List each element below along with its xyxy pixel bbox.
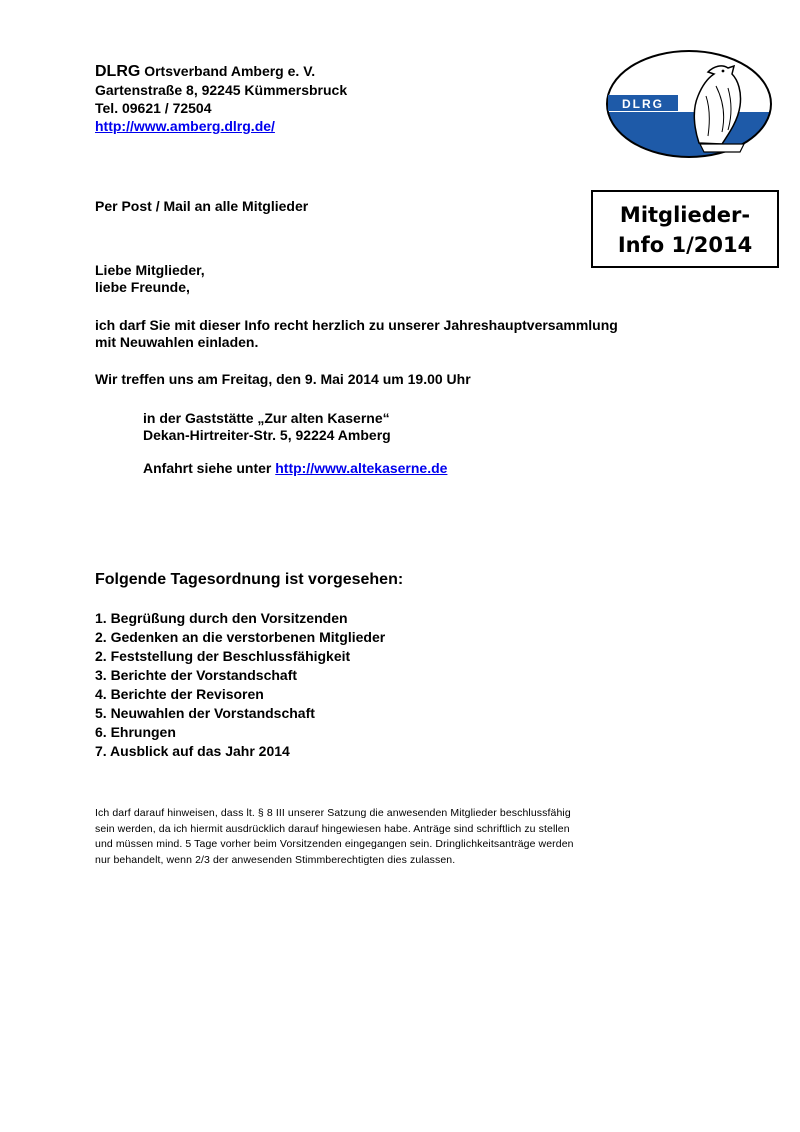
agenda-item: 7. Ausblick auf das Jahr 2014 [95,743,290,759]
note-line: sein werden, da ich hiermit ausdrücklich darauf hingewiesen habe. Anträge sind schriftlich zu stellen [95,822,570,835]
info-box [591,190,779,268]
statute-note [95,806,715,868]
venue [143,410,447,477]
agenda-item: 5. Neuwahlen der Vorstandschaft [95,705,315,721]
venue-name: in der Gaststätte „Zur alten Kaserne“ [143,410,390,426]
logo-water [604,112,774,160]
agenda-title: Folgende Tagesordnung ist vorgesehen: [95,571,404,588]
logo-text: DLRG [622,97,664,111]
venue-address: Dekan-Hirtreiter-Str. 5, 92224 Amberg [143,427,391,443]
intro-paragraph [95,317,618,351]
agenda-item: 2. Gedenken an die verstorbenen Mitglieder [95,629,386,645]
org-full-name: Ortsverband Amberg e. V. [144,63,316,79]
greeting-line1: Liebe Mitglieder, [95,262,205,278]
org-website-link[interactable]: http://www.amberg.dlrg.de/ [95,118,275,134]
agenda-list [95,609,385,761]
note-line: und müssen mind. 5 Tage vorher beim Vorsitzenden eingegangen sein. Dringlichkeitsanträge werden [95,838,574,850]
org-name [95,62,347,81]
greeting [95,262,205,296]
agenda-item: 4. Berichte der Revisoren [95,686,264,702]
org-phone: Tel. 09621 / 72504 [95,100,212,116]
agenda-item: 6. Ehrungen [95,724,176,740]
agenda-item: 2. Feststellung der Beschlussfähigkeit [95,648,351,664]
directions-link[interactable]: http://www.altekaserne.de [275,460,448,476]
dlrg-logo [604,48,774,160]
note-line: nur behandelt, wenn 2/3 der anwesenden Stimmberechtigten dies zulassen. [95,853,456,866]
info-box-line1: Mitglieder- [619,203,751,227]
venue-directions [143,460,447,477]
agenda-item: 1. Begrüßung durch den Vorsitzenden [95,610,348,626]
org-short-name: DLRG [95,63,141,80]
letterhead [95,62,347,135]
intro-line1: ich darf Sie mit dieser Info recht herzlich zu unserer Jahreshauptversammlung [95,317,618,333]
note-line: Ich darf darauf hinweisen, dass lt. § 8 III unserer Satzung die anwesenden Mitglieder beschlussfähig [95,807,571,819]
directions-prefix: Anfahrt siehe unter [143,460,272,476]
greeting-line2: liebe Freunde, [95,279,190,295]
meeting-date: Wir treffen uns am Freitag, den 9. Mai 2014 um 19.00 Uhr [95,371,471,387]
agenda-item: 3. Berichte der Vorstandschaft [95,667,298,683]
org-address: Gartenstraße 8, 92245 Kümmersbruck [95,82,348,98]
intro-line2: mit Neuwahlen einladen. [95,334,259,350]
recipients: Per Post / Mail an alle Mitglieder [95,198,309,214]
info-box-line2: Info 1/2014 [617,233,753,257]
